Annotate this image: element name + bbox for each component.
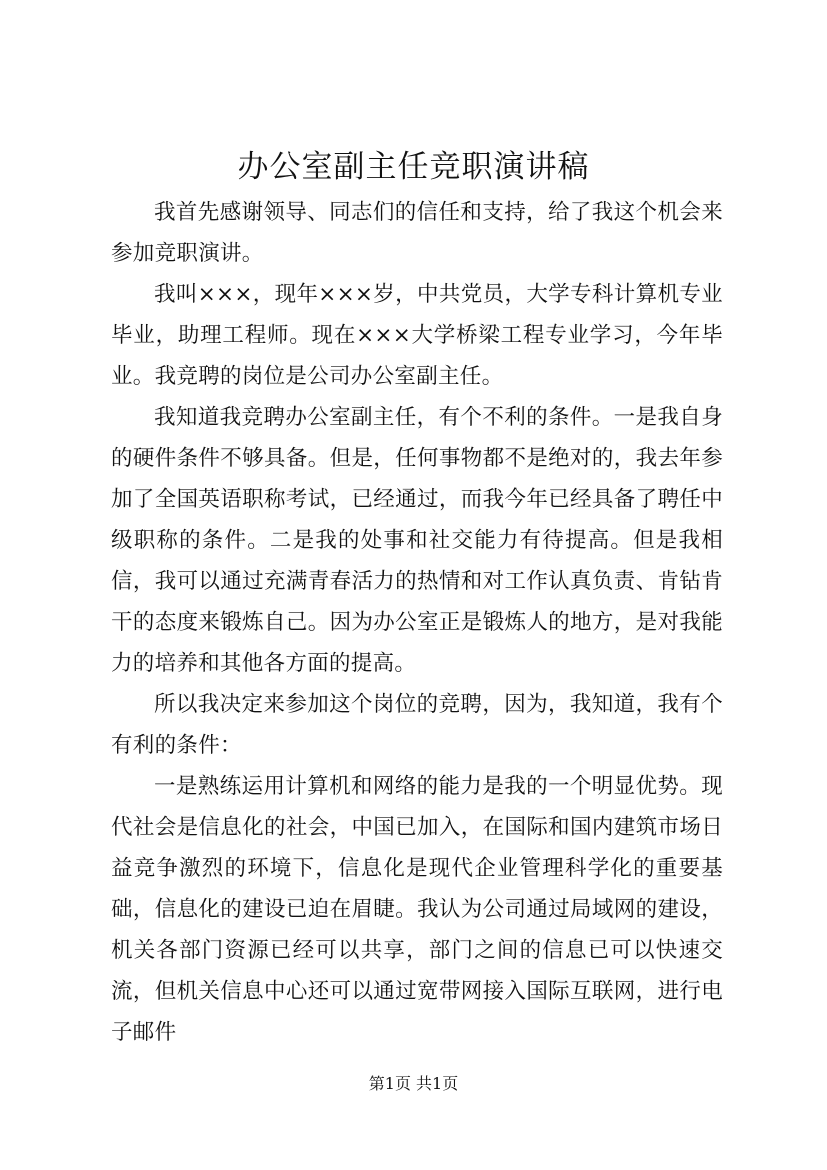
- paragraph-4: 所以我决定来参加这个岗位的竞聘，因为，我知道，我有个有利的条件：: [111, 692, 723, 758]
- paragraph-5: 一是熟练运用计算机和网络的能力是我的一个明显优势。现代社会是信息化的社会，中国已加入，在国际和国内建筑市场日益竞争激烈的环境下，信息化是现代企业管理科学化的重要基础，信息化的建设已迫在眉睫。我认为公司通过局域网的建设，机关各部门资源已经可以共享，部门之间的信息已可以快速交流，但机关信息中心还可以通过宽带网接入国际互联网，进行电子邮件: [111, 774, 723, 1045]
- paragraph-2: 我叫×××，现年×××岁，中共党员，大学专科计算机专业毕业，助理工程师。现在×××大学桥梁工程专业学习，今年毕业。我竞聘的岗位是公司办公室副主任。: [111, 282, 723, 389]
- paragraph-1: 我首先感谢领导、同志们的信任和支持，给了我这个机会来参加竞职演讲。: [111, 200, 723, 266]
- document-title: 办公室副主任竞职演讲稿: [237, 149, 590, 185]
- document-body: [111, 192, 723, 1053]
- paragraph-3: 我知道我竞聘办公室副主任，有个不利的条件。一是我自身的硬件条件不够具备。但是，任何事物都不是绝对的，我去年参加了全国英语职称考试，已经通过，而我今年已经具备了聘任中级职称的条件。二是我的处事和社交能力有待提高。但是我相信，我可以通过充满青春活力的热情和对工作认真负责、肯钻肯干的态度来锻炼自己。因为办公室正是锻炼人的地方，是对我能力的培养和其他各方面的提高。: [111, 405, 723, 676]
- page-footer: 第1页 共1页: [368, 1074, 459, 1093]
